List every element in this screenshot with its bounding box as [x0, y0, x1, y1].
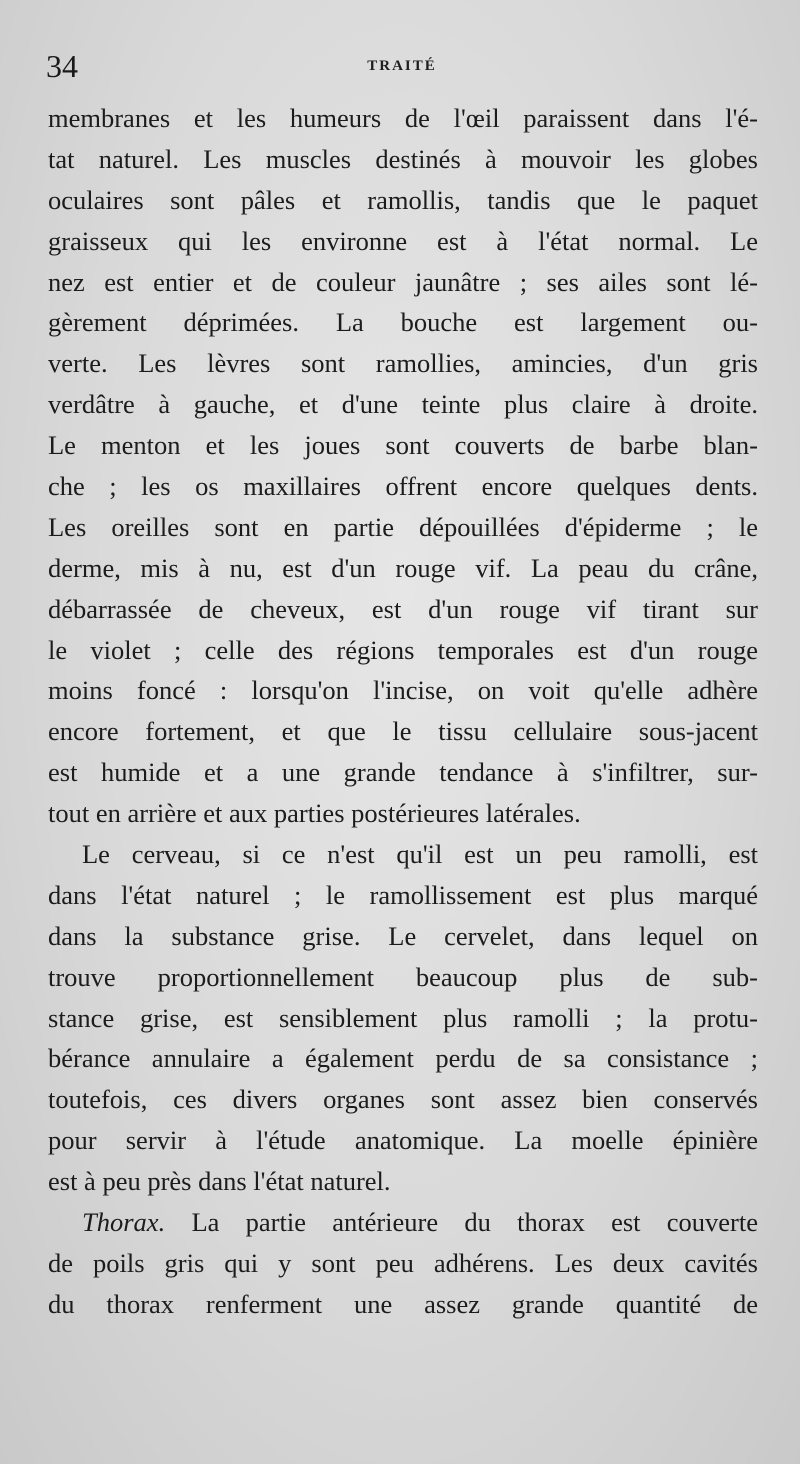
- text-line: tat naturel. Les muscles destinés à mouvoir les globes: [48, 143, 758, 174]
- text-line: oculaires sont pâles et ramollis, tandis que le paquet: [48, 184, 758, 215]
- text-line: verdâtre à gauche, et d'une teinte plus claire à droite.: [48, 389, 758, 420]
- text-line: verte. Les lèvres sont ramollies, amincies, d'un gris: [48, 348, 758, 379]
- text-line: trouve proportionnellement beaucoup plus de sub-: [48, 961, 758, 992]
- text-line: de poils gris qui y sont peu adhérens. Les deux cavités: [48, 1247, 758, 1278]
- text-line: encore fortement, et que le tissu cellulaire sous-jacent: [48, 716, 758, 747]
- text-line: Le menton et les joues sont couverts de barbe blan-: [48, 430, 758, 461]
- text-line: gèrement déprimées. La bouche est largement ou-: [48, 307, 758, 338]
- text-line: che ; les os maxillaires offrent encore quelques dents.: [48, 471, 758, 502]
- text-line: est humide et a une grande tendance à s'infiltrer, sur-: [48, 757, 758, 788]
- text-line: le violet ; celle des régions temporales est d'un rouge: [48, 634, 758, 665]
- text-line: débarrassée de cheveux, est d'un rouge vif tirant sur: [48, 593, 758, 624]
- text-line: derme, mis à nu, est d'un rouge vif. La peau du crâne,: [48, 552, 758, 583]
- text-line: membranes et les humeurs de l'œil paraissent dans l'é-: [48, 103, 758, 133]
- text-line: stance grise, est sensiblement plus ramolli ; la protu-: [48, 1002, 758, 1033]
- text-line: Le cerveau, si ce n'est qu'il est un peu ramolli, est: [82, 839, 758, 870]
- text-line-rest: La partie antérieure du thorax est couverte: [165, 1207, 758, 1238]
- text-line: nez est entier et de couleur jaunâtre ; ses ailes sont lé-: [48, 266, 758, 297]
- text-line: dans l'état naturel ; le ramollissement est plus marqué: [48, 879, 758, 910]
- text-line: moins foncé : lorsqu'on l'incise, on voit qu'elle adhère: [48, 675, 758, 706]
- section-lead-thorax: Thorax.: [82, 1207, 166, 1238]
- text-line: est à peu près dans l'état naturel.: [48, 1166, 391, 1197]
- text-line: bérance annulaire a également perdu de sa consistance ;: [48, 1043, 758, 1074]
- text-line: du thorax renferment une assez grande quantité de: [48, 1288, 758, 1319]
- page-number: 34: [46, 48, 78, 84]
- page-header: [46, 46, 758, 90]
- text-line: graisseux qui les environne est à l'état normal. Le: [48, 225, 758, 256]
- text-line: tout en arrière et aux parties postérieures latérales.: [48, 798, 581, 829]
- text-line: toutefois, ces divers organes sont assez bien conservés: [48, 1084, 758, 1115]
- text-line: pour servir à l'étude anatomique. La moelle épinière: [48, 1125, 758, 1156]
- text-line: dans la substance grise. Le cervelet, dans lequel on: [48, 920, 758, 951]
- body-text: [48, 98, 758, 1325]
- running-head: TRAITÉ: [367, 58, 437, 74]
- text-line: [48, 1202, 758, 1243]
- text-line: Les oreilles sont en partie dépouillées d'épiderme ; le: [48, 511, 758, 542]
